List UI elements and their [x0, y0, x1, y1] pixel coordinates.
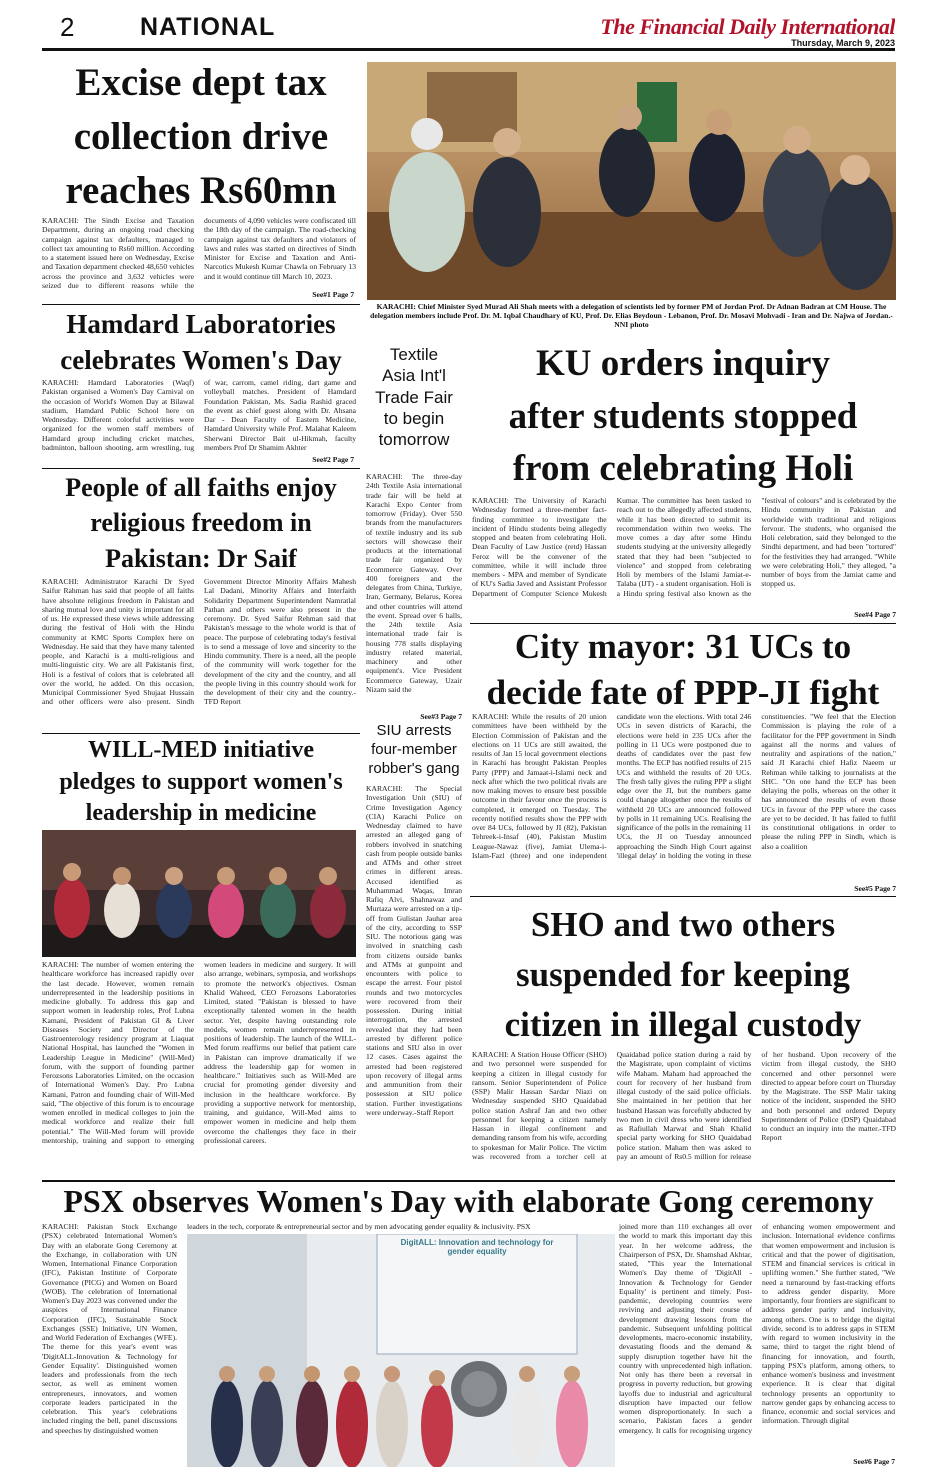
see-more[interactable]: See#2 Page 7 [312, 455, 354, 464]
article-sho-body: KARACHI: A Station House Officer (SHO) and two personnel were suspended for keeping a citizen in illegal custody for ransom. Senior Superintendent of Police (SSP) Malir Hassan Sardar Niazi on Wednesday suspended SHO Quaidabad police station Ashraf Jan and two other personnel for keeping a citizen namely Hassan in illegal confinement and demanding ransom from his wife, according to spokesman for Malir Police. The victim was recovered from a torcher cell at Quaidabad police station during a raid by the Magistrate, upon complaint of victims wife Maham. Maham had approached the court for recovery of her husband from illegal custody of the said police officials. She maintained in her petition that her husband Hassan was forcefully abducted by two men in civil dress who were identified as Rafiullah Marwat and Shah Khalid special party working for SHO Quaidabad police station. Maham then was asked to pay an amount of Rs0.5 million for release of her husband. Upon recovery of the victim from illegal custody, the SHO concerned and other personnel were directed to appear before court on Thursday by the Magistrate. The SSP Malir taking notice of the incident, suspended the SHO and both personnel and ordered Deputy Superintendent of Police (DSP) Quaidabad to conduct an inquiry into the matter.-TFD Report [472, 1050, 896, 1161]
article-mayor-body: KARACHI: While the results of 20 union committees have been withheld by the Election Commission of Pakistan and the elections on 11 UCs are still awaited, the results of Jan 15 local government elections in Karachi has brought Pakistan Peoples Party (PPP) and Jamaat-i-Islami neck and neck after which the two political rivals are now making moves to ensure best possible outcome in their favour once the process is completed, it emerged on Tuesday. The recently notified results show the PPP with over 84 UCs, followed by JI (82), Pakistan Tehreek-i-Insaf (40), Pakistan Muslim League-Nawaz (five), Jamiat Ulema-i-Islam-Fazl (three) and one independent candidate won the elections. With total 246 UCs in seven districts of Karachi, the elections were held in 235 UCs after the polling in 11 UCs were postponed due to deaths of candidates over the past few months. The ECP has notified results of 215 UCs and withheld the results of 20 UCs. The fresh tally gives the ruling PPP a slight edge over the JI, but the numbers game could change altogether once the results of withheld 20 UCs are announced followed by polls in 11 remaining UCs. Realising the significance of the polls in the remaining 11 UCs, the JI on Tuesday announced approaching the Sindh High Court against 'illegal delay' in holding the voting in these constituencies. "We feel that the Election Commission is playing the role of a facilitator for the PPP government in Sindh against all the norms and values of neutrality and aspirations of the nation," said JI Karachi chief Hafiz Naeem ur Rehman while talking to journalists at the SHC. "On one hand the ECP has been delaying the polls, whereas on the other it has announced the results of even those UCs in favour of the PPP where the cases are yet to be decided. It has failed to fulfil its constitutional obligations in order to please the ruling PPP in Sindh, which is also a coalition [472, 712, 896, 860]
willmed-photo [42, 830, 356, 957]
headline: Excise dept tax collection drive reaches Rs60mn [65, 61, 337, 212]
header-rule [42, 48, 895, 51]
masthead: The Financial Daily International [600, 14, 895, 39]
see-more[interactable]: See#1 Page 7 [312, 290, 354, 299]
headline-textile: Textile Asia Int'l Trade Fair to begin tomorrow [375, 345, 453, 449]
page-number: 2 [60, 12, 75, 42]
article-psx-body-right: joined more than 110 exchanges all over the world to mark this important day this year. In her welcome address, the Chairperson of PSX, Dr. Shamshad Akhtar, stated, "This year the International Women's Day theme of 'DigitAll - Innovation & Technology for Gender Equality' is pertinent and timely. Post-pandemic, developing countries were reviving and adjusting their course of development drawing lessons from the pandemic. Subsequent unfolding political developments, macro-economic instability, devastating floods and the demand & supply disruption together have hit the country with unprecedented high inflation. Not only has there been a reversal in progress in poverty reduction, but growing layoffs due to industrial and agricultural disruption have impacted our fellow women disproportionately. In such a scenario, Pakistan faces a gender emergency. It calls for recognising urgency of enhancing women empowerment and inclusion. International evidence confirms that women empowerment and inclusion is critical and that the power of digitisation, STEM and financial services is critical in uplifting women." She further stated, "We need a turnaround by fast-tracking efforts to address gender disparity. More importantly, four frontiers are significant to address gender parity and inclusivity, among others. One is to bridge the digital divide, second is to address gaps in STEM with regard to women inclusivity in the same, third to target the right blend of financing for innovation, and fourth, tapping PSX's platform, among others, to enhance women's business and investment experience. It is clear that digital technology presents an opportunity to narrow gender gaps by enhancing access to finance, economic and social services and information. Through digital [619, 1222, 895, 1435]
article-siu-body: KARACHI: The Special Investigation Unit (SIU) of Crime Investigation Agency (CIA) Karachi Police on Wednesday claimed to have arrested an alleged gang of robbers involved in snatching cash from people outside banks and ATMs and other street crimes in different areas. Accused identified as Muhammad Waqas, Imran Rafiq Alvi, Shahnawaz and Murtaza were arrested on a tip-off from Gulistan Jauhar area of the city, according to SSP SIU. The notorious gang was involved in snatching cash from citizens outside banks and ATMs at gunpoint and encounters with police to escape the arrest. Four pistol rounds and two motorcycles were recovered from their possession. During initial interrogation, the arrested revealed that they had been arrested by different police stations and SIU also in over 12 cases. Cases against the arrested had been registered upon recovery of illegal arms and ammunition from their possession at SIU police station. Further investigations were underway.-Staff Report [366, 784, 462, 1117]
article-excise-body: KARACHI: The Sindh Excise and Taxation Department, during an ongoing road checking campaign against tax defaulters, managed to collect tax amounting to Rs60 million. According to a statement issued here on Wednesday, Excise and Taxation department checked 48,650 vehicles across the province and 3,632 vehicles were seized due to different reasons while the documents of 4,090 vehicles were confiscated till the 18th day of the campaign. The road-checking campaign against tax defaulters and violators of laws and rules was started on directives of Sindh Minister for Excise and Taxation and Anti-Narcotics Mukesh Kumar Chawla on February 13 and it would continue till March 10, 2023. [42, 216, 356, 290]
issue-date: Thursday, March 9, 2023 [791, 38, 895, 48]
headline-faiths: People of all faiths enjoy religious freedom in Pakistan: Dr Saif [65, 473, 337, 573]
see-more[interactable]: See#5 Page 7 [854, 884, 896, 893]
event-banner: DigitALL: Innovation and technology for gender equality [400, 1238, 554, 1256]
headline-hamdard: Hamdard Laboratories celebrates Women's Day [60, 309, 342, 376]
headline-ku: KU orders inquiry after students stopped from celebrating Holi [508, 343, 858, 490]
headline-psx: PSX observes Women's Day with elaborate Gong ceremony [63, 1183, 874, 1219]
article-willmed-body: KARACHI: The number of women entering the healthcare workforce has increased rapidly over the last decade. However, women remain underrepresented in the leadership positions in medicine globally. To address this gap and support women in leadership roles, Prof Lubna Kamani, President of Pakistan GI & Liver Diseases Society and Director of the Gastroenterology residency program at Liaquat National Hospital, has launched the "Women in Leadership League in Medicine" (Will-Med) forum, with the support of founding partner Ferozsons Laboratories Limited, on the occasion of International Women's Day. Pro Lubna Kamani, Patron and founding chair of Will-Med said, "The objective of this forum is to encourage women enrolled in medical colleges to join the medical workforce and realize their full potential." The Will-Med forum will provide mentorship, training and support to emerging women leaders in medicine and surgery. It will also arrange, webinars, symposia, and workshops to promote the network's objectives. Osman Khalid Waheed, CEO Ferozsons Laboratories Limited, stated "Pakistan is blessed to have exceptionally talented women in the health sector. Yet, despite having outstanding role models, women remain underrepresented in positions of leadership. The launch of the WILL-Med forum reaffirms our belief that patient care in Pakistan can improve dramatically if we address the leadership gap for women in healthcare." Initiatives such as Will-Med are crucial for promoting gender diversity and inclusion in the healthcare workforce. By providing a supportive network for mentorship, training, and guidance, Will-Med aims to empower women in medicine and help them overcome the challenges they face in their professional careers. [42, 960, 356, 1145]
divider [42, 468, 360, 469]
article-textile-body: KARACHI: The three-day 24th Textile Asia international trade fair will be held at Karachi Expo Center from tomorrow (Friday). Over 550 brands from the manufacturers of textile industry and its sub sectors will showcase their products at the international trade fair organized by Ecommerce Gateway. Over 400 foreigners and the delegates from China, Turkiye, Iran, Germany, Belarus, Korea and other countries will attend the event. Spread over 6 halls, the 24th textile Asia international trade fair is housing 778 stalls displaying industry related material, machinery and other equipment's. Vice President Ecommerce Gateway, Uzair Nizam said the [366, 472, 462, 694]
article-psx [42, 1182, 895, 1472]
headline-sho: SHO and two others suspended for keeping citizen in illegal custody [504, 905, 862, 1045]
headline-siu: SIU arrests four-member robber's gang [368, 722, 460, 777]
cm-meeting-photo [367, 62, 896, 300]
article-excise [42, 56, 360, 214]
photo-scene [42, 830, 356, 957]
divider [470, 896, 896, 897]
section-title: NATIONAL [140, 13, 276, 41]
article-ku-body: KARACHI: The University of Karachi Wednesday formed a three-member fact-finding committee to investigate the incident of Hindu students being allegedly stopped and beaten from celebrating Holi. Dean Faculty of Law Justice (retd) Hassan Feroz will be the convener of the committee, while it will include three members - MPA and member of Syndicate of KU's Sadia Javed and Assistant Professor Department of Computer Science Mukesh Kumar. The committee has been tasked to reach out to the allegedly affected students, while it has been directed to submit its recommendation within two weeks. The move comes a day after some Hindu students studying at the university allegedly stated that they had been "subjected to violence" and stopped from celebrating Holi by members of the Islami Jamiat-e-Talaba (IJT) - a student organisation. Holi is a Hindu spring festival also known as the "festival of colours" and is celebrated by the Hindu community in Pakistan and worldwide with traditional and religious fervour. The students, who organised the Holi celebration, said they belonged to the Sindhi department, and had been "tortured" for the festivities they had arranged. "While we were celebrating Holi," they alleged, "a number of boys from the Jamiat came and stopped us. [472, 496, 896, 598]
psx-gong-photo [187, 1234, 615, 1467]
see-more[interactable]: See#4 Page 7 [854, 610, 896, 619]
headline-mayor: City mayor: 31 UCs to decide fate of PPP-JI fight [486, 627, 880, 712]
photo-caption: KARACHI: Chief Minister Syed Murad Ali Shah meets with a delegation of scientists led by former PM of Jordan Prof. Dr Adnan Badran at CM House. The delegation members include Prof. Dr. M. Iqbal Chaudhary of KU, Prof. Dr. Elias Beydoun - Lebanon, Prof. Dr. Mosavi Mohvadi - Iran and Dr. Najwa of Jordan.-NNI photo [370, 302, 893, 330]
photo-scene [367, 62, 896, 300]
article-psx-body-left: KARACHI: Pakistan Stock Exchange (PSX) celebrated International Women's Day with an elaborate Gong Ceremony at the Exchange, in collaboration with UN Women, International Finance Corporation (IFC), Pakistan Institute of Corporate Governance (PICG) and Women on Board (WOB). The celebration of International Women's Day 2023 was convened under the auspices of International Finance Corporation (IFC), Sustainable Stock Exchanges (SSE) Initiative, UN Women, and World Federation of Exchanges (WFE). The theme for this year's event was 'DigitALL-Innovation & Technology for Gender Equality'. Distinguished women leaders and professionals from the tech sector, as well as eminent women entrepreneurs, innovators, and women corporate leaders participated in the celebration. This year's celebrations included ringing the bell, panel discussions and speeches by distinguished women [42, 1222, 177, 1435]
headline-willmed: WILL-MED initiative pledges to support women's leadership in medicine [59, 737, 343, 827]
article-faiths-body: KARACHI: Administrator Karachi Dr Syed Saifur Rahman has said that people of all faiths have absolute religious freedom in Pakistan and sharing mutual love and unity is important for all of us. He expressed these views while addressing during the festival of Holi with the Hindu community at KMC Sports Complex here on Wednesday. He said that they have many talented people, and Karachi is a multi-religious and multi-linguistic city. We are all Pakistanis first, Holi is a festival of colors that is celebrated all over the world, he added. On this occasion, Municipal Commissioner Syed Shujaat Hussain and other officers were also present. Sindh Government Director Minority Affairs Mahesh Lal Dadani, Minority Affairs and Interfaith Solidarity Department Superintendent Namratlal Pathan and others were also present in the ceremony. Dr. Syed Saifur Rehman said that Pakistan's message to the whole world is that of peace. The purpose of celebrating today's festival is to send a message of love and sincerity to the Hindu community. There is a need, all the people of the community will work together for the development of the city and the country, and all the people living in this country should work for the development of their city and the country.-TFD Report [42, 577, 356, 707]
photo-scene [187, 1234, 615, 1467]
divider [42, 733, 360, 734]
see-more[interactable]: See#3 Page 7 [420, 712, 462, 721]
see-more[interactable]: See#6 Page 7 [853, 1457, 895, 1466]
article-psx-body-top: leaders in the tech, corporate & entrepreneurial sector and by men advocating gender equality & inclusivity. PSX [187, 1222, 531, 1231]
article-hamdard-body: KARACHI: Hamdard Laboratories (Waqf) Pakistan organised a Women's Day Carnival on the occasion of World's Women Day at Bilawal stadium, Hamdard Public School here on Wednesday. Different colorful activities were organized for the women staff members of Hamdard group including cricket matches, badminton, balloon shooting, arm wrestling, tug of war, carrom, camel riding, dart game and volleyball matches. President of Hamdard Foundation Pakistan, Ms. Sadia Rashid graced the event as chief guest along with Dr. Ahsana Dar - Dean Faculty of Eastern Medicine, Hamdard University while Prof. Malahat Kaleem Sherwani Director Bait ul-Hikmah, faculty members Prof Dr Shamim Akhter [42, 378, 356, 452]
divider [42, 304, 360, 305]
